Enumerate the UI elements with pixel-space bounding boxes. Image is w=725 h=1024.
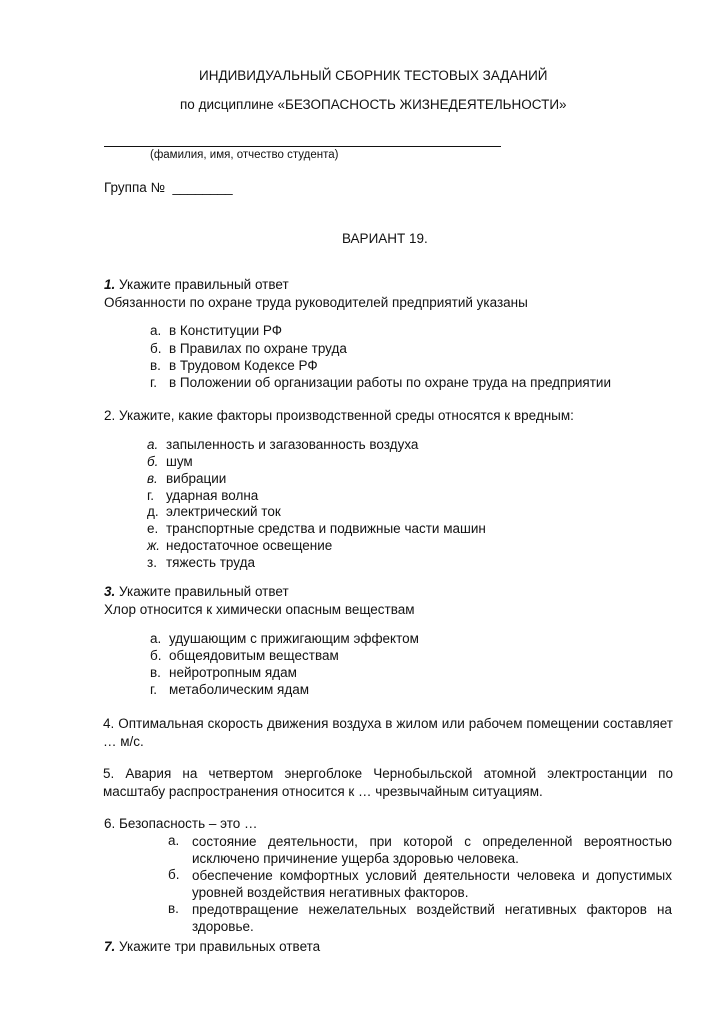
q6-option-text: обеспечение комфортных условий деятельности человека и допустимых уровней воздействия негативных факторов. [192,868,672,900]
page-title: ИНДИВИДУАЛЬНЫЙ СБОРНИК ТЕСТОВЫХ ЗАДАНИЙ [199,68,548,83]
q7-instruction [104,939,320,954]
q6-text: 6. Безопасность – это … [104,816,258,831]
q3-text: Хлор относится к химически опасным веществам [104,602,415,617]
q1-number: 1. [104,277,116,292]
q1-option: б. в Правилах по охране труда [150,341,347,356]
q6-option: в. [168,901,179,916]
q1-instruction-text: Укажите правильный ответ [119,277,289,292]
q3-instruction-text: Укажите правильный ответ [119,584,289,599]
q2-option: ж. недостаточное освещение [147,538,333,553]
group-label: Группа № [104,180,166,195]
q3-option: б. общеядовитым веществам [150,648,339,663]
q3-number: 3. [104,584,116,599]
q2-option: г. ударная волна [147,488,259,503]
q1-option: г. в Положении об организации работы по охране труда на предприятии [150,375,611,390]
q6-option: б. [168,867,180,882]
name-caption: (фамилия, имя, отчество студента) [150,149,339,161]
name-underline [104,146,501,147]
q2-text: 2. Укажите, какие факторы производственной среды относятся к вредным: [104,408,574,423]
q3-instruction [104,584,289,599]
q3-option: в. нейротропным ядам [150,665,297,680]
variant-title: ВАРИАНТ 19. [342,231,428,246]
q7-number: 7. [104,939,116,954]
q2-option: д. электрический ток [147,504,281,519]
q1-option: в. в Трудовом Кодексе РФ [150,358,318,373]
q4-text: 4. Оптимальная скорость движения воздуха в жилом или рабочем помещении составляет … м/с. [103,716,673,749]
q1-instruction [104,277,289,292]
q3-option: а. удушающим с прижигающим эффектом [150,631,419,646]
q2-option: в. вибрации [147,471,227,486]
group-line [104,180,233,195]
group-blank: ________ [172,180,233,195]
page-subtitle: по дисциплине «БЕЗОПАСНОСТЬ ЖИЗНЕДЕЯТЕЛЬНОСТИ» [180,97,567,112]
q2-option: а. запыленность и загазованность воздуха [147,437,419,452]
q3-option: г. метаболическим ядам [150,682,309,697]
q6-option: а. [168,833,180,848]
q7-instruction-text: Укажите три правильных ответа [119,939,321,954]
q6-option-text: предотвращение нежелательных воздействий негативных факторов на здоровье. [192,902,672,934]
q5-text: 5. Авария на четвертом энергоблоке Чернобыльской атомной электростанции по масштабу распространения относится к … чрезвычайным ситуациям. [103,766,673,799]
q6-option-text: состояние деятельности, при которой с определенной вероятностью исключено причинение ущерба здоровью человека. [192,834,672,866]
q2-option: е. транспортные средства и подвижные части машин [147,521,486,536]
q2-option: б. шум [147,454,193,469]
q1-text: Обязанности по охране труда руководителей предприятий указаны [104,295,528,310]
q1-option: а. в Конституции РФ [150,323,282,338]
q2-option: з. тяжесть труда [147,555,255,570]
